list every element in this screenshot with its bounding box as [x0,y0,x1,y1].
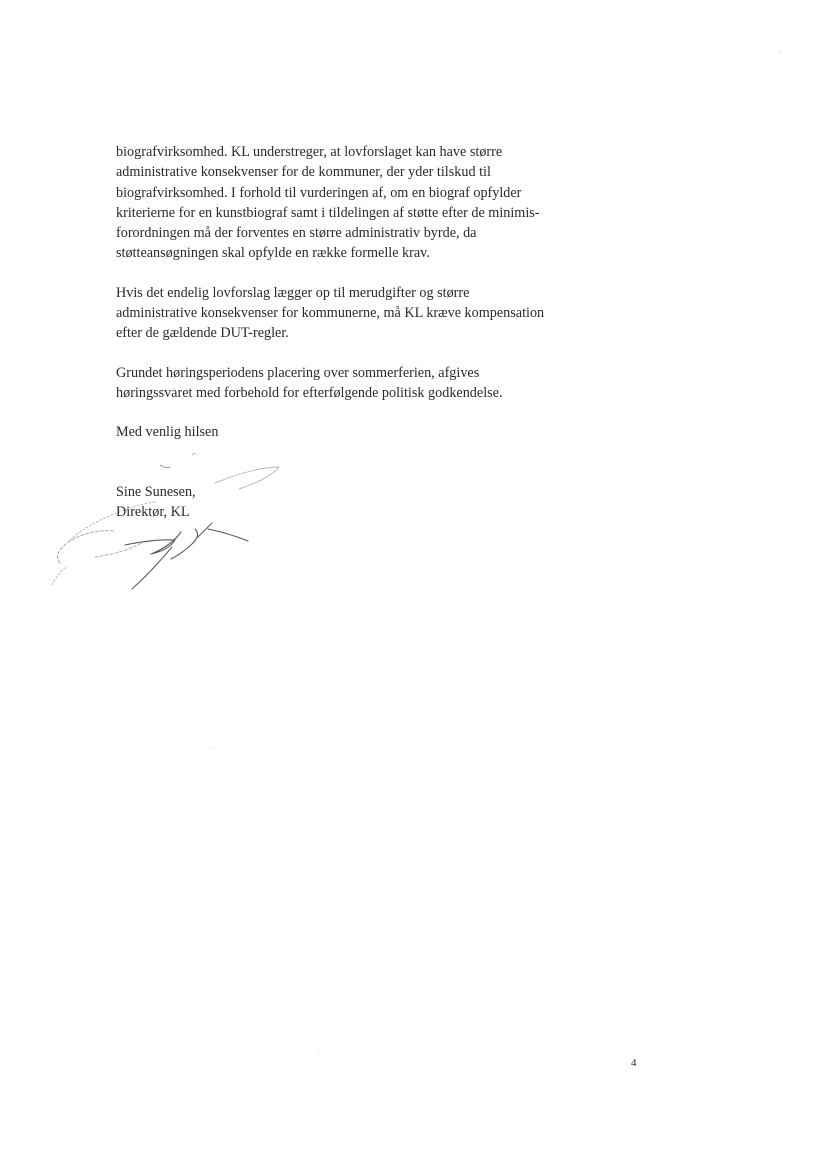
closing-salutation: Med venlig hilsen [116,424,219,441]
text-line: Hvis det endelig lovforslag lægger op til merudgifter og større [116,284,470,301]
text-line: administrative konsekvenser for de kommuner, der yder tilskud til [116,164,491,181]
text-line: støtteansøgningen skal opfylde en række formelle krav. [116,245,430,262]
scan-speck [318,1053,319,1054]
page-number: 4 [631,1057,637,1069]
text-line: forordningen må der forventes en større administrativ byrde, da [116,225,477,242]
scan-speck [213,748,214,749]
scan-speck [779,52,780,53]
text-line: administrative konsekvenser for kommunerne, må KL kræve kompensation [116,305,545,322]
text-line: efter de gældende DUT-regler. [116,325,289,342]
signature-block [116,482,196,523]
text-line: biografvirksomhed. KL understreger, at lovforslaget kan have større [116,144,503,160]
paragraph-compensation [116,283,636,344]
signer-title: Direktør, KL [116,504,190,521]
letter-body [116,142,636,443]
text-line: biografvirksomhed. I forhold til vurderingen af, om en biograf opfylder [116,184,522,201]
text-line: kriterierne for en kunstbiograf samt i tildelingen af støtte efter de minimis- [116,204,540,221]
signer-name: Sine Sunesen, [116,484,196,500]
paragraph-reservation [116,363,636,404]
text-line: Grundet høringsperiodens placering over sommerferien, afgives [116,364,480,381]
text-line: høringssvaret med forbehold for efterfølgende politisk godkendelse. [116,384,503,401]
paragraph-administrative-burden [116,142,636,264]
